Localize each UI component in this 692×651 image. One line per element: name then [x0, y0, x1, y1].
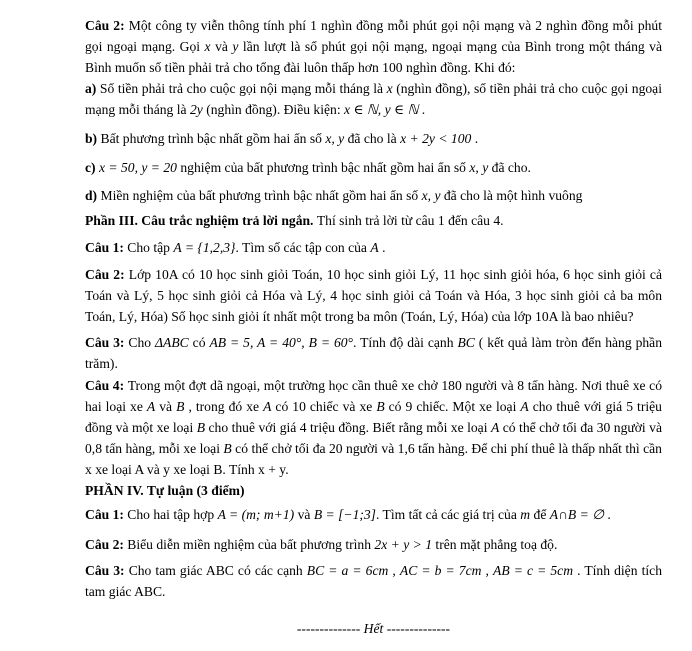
- text-run: Biểu diễn miền nghiệm của bất phương trình: [127, 537, 375, 552]
- text-run: .: [604, 507, 611, 522]
- part2-cau2-a: [85, 78, 662, 120]
- text-run: cho thuê với giá 4 triệu đồng. Biết rằng mỗi xe loại: [205, 420, 491, 435]
- part2-cau2-intro: [85, 15, 662, 78]
- text-run: Cho tam giác ABC có các cạnh: [128, 563, 307, 578]
- bold-label: Câu 2:: [85, 18, 129, 33]
- bold-label: Câu 2:: [85, 537, 128, 552]
- math-expression: AB = 5, A = 40°, B = 60°: [209, 335, 353, 350]
- math-expression: x = 50, y = 20: [98, 160, 177, 175]
- math-expression: x, y: [421, 188, 441, 203]
- text-run: có thể chở tối đa 30 người và 0,8 tấn hàng, mỗi xe loại: [85, 420, 663, 456]
- text-run: có 9 chiếc. Một xe loại: [384, 399, 521, 414]
- math-expression: x: [386, 81, 393, 96]
- text-run: . Tính diện tích tam giác ABC.: [85, 563, 662, 599]
- text-run: (nghìn đồng), số tiền phải trả cho cuộc gọi ngoại mạng mỗi tháng là: [85, 81, 662, 117]
- text-run: đã cho là: [344, 131, 401, 146]
- math-expression: x + 2y < 100: [400, 131, 472, 146]
- part3-cau4: [85, 375, 662, 480]
- text-run: để: [530, 507, 550, 522]
- bold-label: Câu 3:: [85, 563, 129, 578]
- math-expression: A: [263, 399, 272, 414]
- part3-cau1: [85, 237, 662, 258]
- bold-label: PHẦN IV. Tự luận (3 điểm): [85, 483, 245, 498]
- text-run: Miền nghiệm của bất phương trình bậc nhất gồm hai ẩn số: [100, 188, 422, 203]
- math-expression: A: [146, 399, 156, 414]
- math-expression: x, y: [469, 160, 489, 175]
- bold-label: b): [85, 131, 101, 146]
- bold-label: Câu 3:: [85, 335, 129, 350]
- text-run: nghiệm của bất phương trình bậc nhất gồm hai ẩn số: [176, 160, 470, 175]
- text-run: . Tìm tất cả các giá trị của: [375, 507, 521, 522]
- math-expression: BC: [457, 335, 475, 350]
- text-run: có thể chở tối đa 20 người và 1,6 tấn hàng. Để chi phí thuê là thấp nhất thì cần x xe loại A và y xe loại B. Tính x + y.: [85, 441, 662, 477]
- bold-label: Câu 1:: [85, 240, 128, 255]
- math-expression: A = (m; m+1): [217, 507, 295, 522]
- text-run: ,: [481, 563, 494, 578]
- text-run: có 10 chiếc và xe: [271, 399, 377, 414]
- text-run: (nghìn đồng). Điều kiện:: [202, 102, 345, 117]
- text-run: Số tiền phải trả cho cuộc gọi nội mạng mỗi tháng là: [99, 81, 387, 96]
- math-expression: 2x + y > 1: [374, 537, 433, 552]
- part4-heading: [85, 480, 662, 501]
- text-run: --------------: [296, 621, 364, 636]
- text-run: Cho tập: [127, 240, 174, 255]
- text-run: Cho: [128, 335, 156, 350]
- text-run: cho thuê với giá 5 triệu đồng và một xe loại: [85, 399, 662, 435]
- math-expression: B: [223, 441, 232, 456]
- text-run: .: [378, 240, 386, 255]
- part3-cau3: [85, 332, 662, 374]
- math-expression: 2y: [189, 102, 203, 117]
- text-run: ( kết quả làm tròn đến hàng phần trăm).: [85, 335, 663, 371]
- text-run: và: [294, 507, 314, 522]
- text-run: --------------: [383, 621, 451, 636]
- part3-cau2: [85, 264, 662, 327]
- text-run: , trong đó xe: [184, 399, 264, 414]
- text-run: lần lượt là số phút gọi nội mạng, ngoại mạng của Bình trong một tháng và Bình muốn số tiền phải trả cho tổng đài luôn thấp hơn 100 nghìn đồng. Khi đó:: [85, 39, 662, 75]
- part2-cau2-b: [85, 128, 662, 149]
- bold-label: Phần III. Câu trắc nghiệm trả lời ngắn.: [85, 213, 317, 228]
- bold-label: Câu 1:: [85, 507, 128, 522]
- math-expression: x: [204, 39, 211, 54]
- math-expression: B: [196, 420, 206, 435]
- math-expression: y: [232, 39, 239, 54]
- part2-cau2-c: [85, 157, 662, 178]
- part4-cau1: [85, 504, 662, 525]
- text-run: có: [188, 335, 210, 350]
- text-run: Cho hai tập hợp: [127, 507, 218, 522]
- bold-label: a): [85, 81, 100, 96]
- math-expression: BC = a = 6cm: [306, 563, 389, 578]
- bold-label: d): [85, 188, 101, 203]
- math-expression: AC = b = 7cm: [399, 563, 482, 578]
- text-run: đã cho là một hình vuông: [440, 188, 583, 203]
- text-run: Hết: [363, 621, 384, 636]
- math-expression: A = {1,2,3}: [173, 240, 236, 255]
- math-expression: B: [176, 399, 185, 414]
- text-run: Lớp 10A có 10 học sinh giỏi Toán, 10 học sinh giỏi Lý, 11 học sinh giỏi hóa, 6 học sinh giỏi cả Toán và Lý, 5 học sinh giỏi cả Hóa và Lý, 4 học sinh giỏi cả Toán và Hóa, 3 học sinh giỏi cả ba môn Toán, Lý, Hóa) Số học sinh giỏi ít nhất một trong ba môn (Toán, Lý, Hóa) của lớp 10A là bao nhiêu?: [85, 267, 662, 324]
- bold-label: Câu 4:: [85, 378, 128, 393]
- text-run: Thí sinh trả lời từ câu 1 đến câu 4.: [316, 213, 504, 228]
- text-run: đã cho.: [488, 160, 531, 175]
- math-expression: B = [−1;3]: [313, 507, 376, 522]
- math-expression: x ∈ ℕ, y ∈ ℕ: [344, 102, 419, 117]
- text-run: trên mặt phẳng toạ độ.: [432, 537, 558, 552]
- text-run: và: [155, 399, 177, 414]
- text-run: Bất phương trình bậc nhất gồm hai ẩn số: [100, 131, 326, 146]
- footer-het: [85, 618, 662, 639]
- part3-heading: [85, 210, 662, 231]
- math-expression: m: [520, 507, 531, 522]
- text-run: . Tìm số các tập con của: [235, 240, 371, 255]
- part4-cau3: [85, 560, 662, 602]
- bold-label: c): [85, 160, 99, 175]
- part2-cau2-d: [85, 185, 662, 206]
- math-expression: A: [370, 240, 379, 255]
- math-expression: A: [490, 420, 500, 435]
- math-expression: B: [376, 399, 385, 414]
- text-run: Một công ty viễn thông tính phí 1 nghìn đồng mỗi phút gọi nội mạng và 2 nghìn đồng mỗi phút gọi ngoại mạng. Gọi: [85, 18, 662, 54]
- part4-cau2: [85, 534, 662, 555]
- math-expression: AB = c = 5cm: [493, 563, 574, 578]
- math-expression: x, y: [325, 131, 345, 146]
- text-run: . Tính độ dài cạnh: [353, 335, 458, 350]
- math-expression: A: [520, 399, 529, 414]
- text-run: và: [210, 39, 233, 54]
- text-run: .: [471, 131, 479, 146]
- math-expression: ΔABC: [155, 335, 189, 350]
- text-run: .: [418, 102, 426, 117]
- bold-label: Câu 2:: [85, 267, 129, 282]
- text-run: Trong một đợt dã ngoại, một trường học cần thuê xe chở 180 người và 8 tấn hàng. Nơi thuê xe có hai loại xe: [85, 378, 662, 414]
- text-run: ,: [388, 563, 400, 578]
- math-expression: A∩B = ∅: [549, 507, 605, 522]
